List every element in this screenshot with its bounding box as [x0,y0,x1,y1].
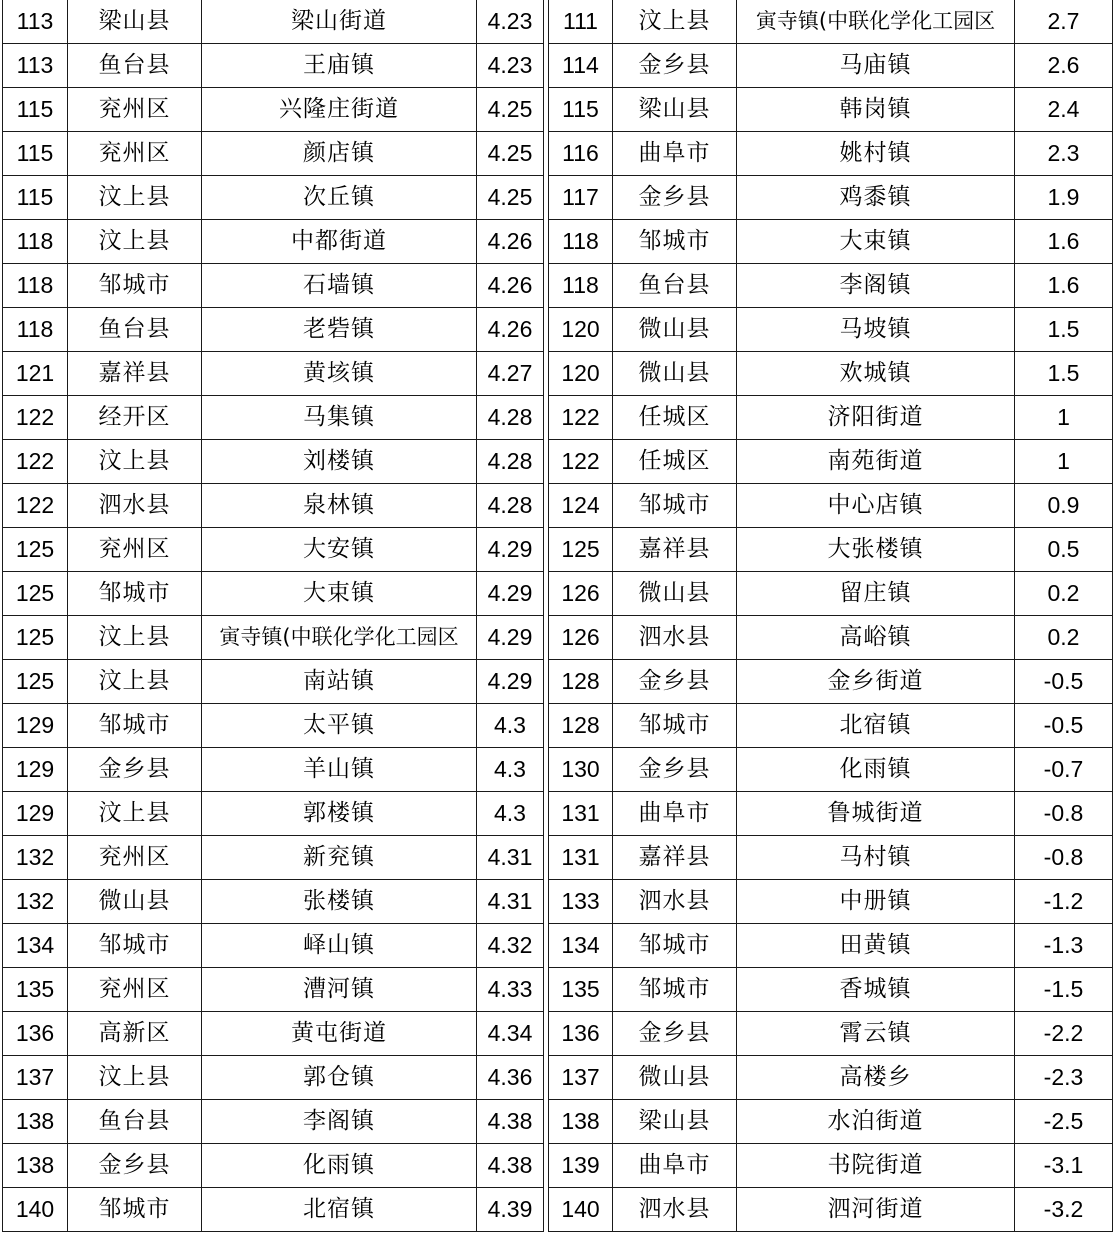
county-cell: 金乡县 [613,660,737,704]
table-row [3,924,544,968]
table-row [3,792,544,836]
town-cell: 水泊街道 [737,1100,1015,1144]
rank-cell: 118 [549,264,613,308]
county-cell: 梁山县 [613,88,737,132]
town-cell: 济阳街道 [737,396,1015,440]
table-row [549,792,1113,836]
table-row [3,484,544,528]
county-cell: 嘉祥县 [68,352,202,396]
table-row [549,1056,1113,1100]
county-cell: 汶上县 [68,220,202,264]
value-cell: 1 [1015,396,1113,440]
value-cell: 4.26 [477,308,544,352]
town-cell: 大束镇 [202,572,477,616]
town-cell: 峄山镇 [202,924,477,968]
county-cell: 邹城市 [68,924,202,968]
table-row [3,1100,544,1144]
table-row [3,308,544,352]
town-cell: 寅寺镇(中联化学化工园区 [202,616,477,660]
county-cell: 金乡县 [68,1144,202,1188]
town-cell: 南站镇 [202,660,477,704]
value-cell: 4.3 [477,792,544,836]
town-cell: 郭楼镇 [202,792,477,836]
table-row [3,1144,544,1188]
town-cell: 中都街道 [202,220,477,264]
value-cell: -3.1 [1015,1144,1113,1188]
rank-cell: 121 [3,352,68,396]
rank-cell: 138 [549,1100,613,1144]
town-cell: 黄屯街道 [202,1012,477,1056]
value-cell: -3.2 [1015,1188,1113,1232]
table-row [3,44,544,88]
value-cell: 4.28 [477,484,544,528]
town-cell: 北宿镇 [202,1188,477,1232]
rank-cell: 136 [549,1012,613,1056]
county-cell: 邹城市 [68,1188,202,1232]
county-cell: 泗水县 [613,616,737,660]
value-cell: 4.39 [477,1188,544,1232]
county-cell: 邹城市 [613,968,737,1012]
town-cell: 漕河镇 [202,968,477,1012]
rank-cell: 118 [549,220,613,264]
county-cell: 微山县 [613,352,737,396]
table-row [549,748,1113,792]
rank-cell: 124 [549,484,613,528]
table-row [549,220,1113,264]
table-row [549,484,1113,528]
value-cell: 4.38 [477,1144,544,1188]
rank-cell: 126 [549,616,613,660]
rank-cell: 113 [3,0,68,44]
county-cell: 鱼台县 [68,1100,202,1144]
county-cell: 金乡县 [613,748,737,792]
right-table-body [549,0,1113,1232]
rank-cell: 131 [549,792,613,836]
value-cell: 2.7 [1015,0,1113,44]
value-cell: 4.36 [477,1056,544,1100]
county-cell: 邹城市 [613,704,737,748]
county-cell: 微山县 [613,308,737,352]
town-cell: 化雨镇 [737,748,1015,792]
rank-cell: 125 [3,572,68,616]
table-row [3,264,544,308]
value-cell: -2.3 [1015,1056,1113,1100]
rank-cell: 138 [3,1100,68,1144]
value-cell: 4.28 [477,396,544,440]
rank-cell: 122 [3,440,68,484]
value-cell: -0.5 [1015,704,1113,748]
table-row [3,704,544,748]
rank-cell: 134 [3,924,68,968]
town-cell: 李阁镇 [737,264,1015,308]
town-cell: 马庙镇 [737,44,1015,88]
rank-cell: 118 [3,308,68,352]
rank-cell: 135 [3,968,68,1012]
value-cell: -2.2 [1015,1012,1113,1056]
town-cell: 泗河街道 [737,1188,1015,1232]
rank-cell: 130 [549,748,613,792]
value-cell: 0.2 [1015,572,1113,616]
county-cell: 兖州区 [68,968,202,1012]
table-row [549,1188,1113,1232]
table-row [3,528,544,572]
table-row [549,880,1113,924]
table-row [549,616,1113,660]
value-cell: 4.26 [477,220,544,264]
county-cell: 经开区 [68,396,202,440]
value-cell: 4.32 [477,924,544,968]
value-cell: 1.5 [1015,308,1113,352]
rank-cell: 128 [549,660,613,704]
rank-cell: 133 [549,880,613,924]
table-row [549,264,1113,308]
table-row [3,616,544,660]
town-cell: 颜店镇 [202,132,477,176]
value-cell: 0.2 [1015,616,1113,660]
rank-cell: 113 [3,44,68,88]
town-cell: 新兖镇 [202,836,477,880]
rank-cell: 125 [549,528,613,572]
town-cell: 田黄镇 [737,924,1015,968]
town-cell: 太平镇 [202,704,477,748]
rank-cell: 122 [3,396,68,440]
county-cell: 兖州区 [68,88,202,132]
town-cell: 南苑街道 [737,440,1015,484]
table-row [3,1188,544,1232]
town-cell: 王庙镇 [202,44,477,88]
county-cell: 鱼台县 [68,308,202,352]
value-cell: 4.25 [477,132,544,176]
value-cell: 1 [1015,440,1113,484]
rank-cell: 129 [3,704,68,748]
county-cell: 汶上县 [68,792,202,836]
rank-cell: 132 [3,880,68,924]
town-cell: 大束镇 [737,220,1015,264]
county-cell: 汶上县 [68,1056,202,1100]
county-cell: 邹城市 [68,572,202,616]
town-cell: 化雨镇 [202,1144,477,1188]
county-cell: 梁山县 [613,1100,737,1144]
county-cell: 汶上县 [613,0,737,44]
county-cell: 曲阜市 [613,132,737,176]
table-row [3,220,544,264]
county-cell: 泗水县 [613,1188,737,1232]
value-cell: -1.3 [1015,924,1113,968]
town-cell: 鸡黍镇 [737,176,1015,220]
town-cell: 寅寺镇(中联化学化工园区 [737,0,1015,44]
town-cell: 石墙镇 [202,264,477,308]
town-cell: 大张楼镇 [737,528,1015,572]
rank-cell: 138 [3,1144,68,1188]
county-cell: 微山县 [68,880,202,924]
town-cell: 高峪镇 [737,616,1015,660]
left-ranking-table [2,0,544,1232]
value-cell: 4.27 [477,352,544,396]
county-cell: 汶上县 [68,616,202,660]
town-cell: 马村镇 [737,836,1015,880]
table-row [549,0,1113,44]
rank-cell: 129 [3,792,68,836]
town-cell: 李阁镇 [202,1100,477,1144]
value-cell: 4.28 [477,440,544,484]
county-cell: 任城区 [613,396,737,440]
table-row [549,572,1113,616]
town-cell: 马集镇 [202,396,477,440]
town-cell: 马坡镇 [737,308,1015,352]
table-row [549,704,1113,748]
county-cell: 任城区 [613,440,737,484]
table-row [549,176,1113,220]
town-cell: 欢城镇 [737,352,1015,396]
value-cell: 1.6 [1015,264,1113,308]
table-row [3,0,544,44]
table-row [3,396,544,440]
rank-cell: 116 [549,132,613,176]
value-cell: 4.25 [477,176,544,220]
value-cell: 4.23 [477,44,544,88]
table-row [549,1144,1113,1188]
value-cell: 4.29 [477,572,544,616]
rank-cell: 120 [549,352,613,396]
table-row [549,88,1113,132]
town-cell: 金乡街道 [737,660,1015,704]
town-cell: 高楼乡 [737,1056,1015,1100]
value-cell: 2.4 [1015,88,1113,132]
value-cell: 4.29 [477,616,544,660]
rank-cell: 122 [3,484,68,528]
county-cell: 兖州区 [68,836,202,880]
county-cell: 曲阜市 [613,1144,737,1188]
value-cell: 2.3 [1015,132,1113,176]
value-cell: 4.33 [477,968,544,1012]
county-cell: 泗水县 [68,484,202,528]
rank-cell: 115 [549,88,613,132]
value-cell: 0.5 [1015,528,1113,572]
rank-cell: 111 [549,0,613,44]
table-row [549,660,1113,704]
rank-cell: 137 [3,1056,68,1100]
rank-cell: 134 [549,924,613,968]
rank-cell: 140 [3,1188,68,1232]
town-cell: 香城镇 [737,968,1015,1012]
value-cell: 4.31 [477,880,544,924]
town-cell: 郭仓镇 [202,1056,477,1100]
county-cell: 曲阜市 [613,792,737,836]
value-cell: 4.38 [477,1100,544,1144]
town-cell: 泉林镇 [202,484,477,528]
value-cell: -0.8 [1015,792,1113,836]
rank-cell: 131 [549,836,613,880]
rank-cell: 115 [3,176,68,220]
value-cell: -1.5 [1015,968,1113,1012]
value-cell: -2.5 [1015,1100,1113,1144]
town-cell: 张楼镇 [202,880,477,924]
value-cell: 0.9 [1015,484,1113,528]
rank-cell: 135 [549,968,613,1012]
table-row [549,1100,1113,1144]
town-cell: 次丘镇 [202,176,477,220]
county-cell: 邹城市 [68,704,202,748]
value-cell: 4.26 [477,264,544,308]
value-cell: 4.34 [477,1012,544,1056]
county-cell: 邹城市 [613,220,737,264]
rank-cell: 139 [549,1144,613,1188]
county-cell: 金乡县 [613,176,737,220]
table-row [3,176,544,220]
rank-cell: 125 [3,616,68,660]
county-cell: 嘉祥县 [613,528,737,572]
table-row [3,1056,544,1100]
rank-cell: 120 [549,308,613,352]
table-row [3,968,544,1012]
town-cell: 刘楼镇 [202,440,477,484]
county-cell: 鱼台县 [68,44,202,88]
table-row [549,44,1113,88]
table-row [3,88,544,132]
town-cell: 中心店镇 [737,484,1015,528]
table-row [3,660,544,704]
table-row [549,396,1113,440]
value-cell: 1.9 [1015,176,1113,220]
town-cell: 韩岗镇 [737,88,1015,132]
table-row [549,308,1113,352]
value-cell: 4.29 [477,660,544,704]
county-cell: 金乡县 [613,1012,737,1056]
value-cell: 2.6 [1015,44,1113,88]
value-cell: 4.25 [477,88,544,132]
value-cell: 4.29 [477,528,544,572]
rank-cell: 136 [3,1012,68,1056]
right-ranking-table [548,0,1113,1232]
rank-cell: 115 [3,88,68,132]
value-cell: 4.31 [477,836,544,880]
rank-cell: 129 [3,748,68,792]
table-row [549,352,1113,396]
table-row [3,1012,544,1056]
table-row [3,352,544,396]
rank-cell: 137 [549,1056,613,1100]
rank-cell: 140 [549,1188,613,1232]
county-cell: 鱼台县 [613,264,737,308]
county-cell: 高新区 [68,1012,202,1056]
town-cell: 留庄镇 [737,572,1015,616]
value-cell: 4.23 [477,0,544,44]
county-cell: 汶上县 [68,660,202,704]
table-row [549,1012,1113,1056]
value-cell: 4.3 [477,748,544,792]
town-cell: 梁山街道 [202,0,477,44]
county-cell: 嘉祥县 [613,836,737,880]
town-cell: 老砦镇 [202,308,477,352]
rank-cell: 125 [3,528,68,572]
rank-cell: 132 [3,836,68,880]
county-cell: 兖州区 [68,132,202,176]
ranking-page [2,0,1112,1245]
town-cell: 黄垓镇 [202,352,477,396]
table-row [3,572,544,616]
rank-cell: 125 [3,660,68,704]
county-cell: 金乡县 [613,44,737,88]
table-row [549,132,1113,176]
rank-cell: 122 [549,440,613,484]
county-cell: 梁山县 [68,0,202,44]
county-cell: 邹城市 [613,924,737,968]
table-row [3,748,544,792]
county-cell: 汶上县 [68,440,202,484]
table-row [549,968,1113,1012]
table-row [549,528,1113,572]
rank-cell: 122 [549,396,613,440]
county-cell: 汶上县 [68,176,202,220]
county-cell: 微山县 [613,1056,737,1100]
town-cell: 书院街道 [737,1144,1015,1188]
value-cell: -0.5 [1015,660,1113,704]
value-cell: 1.6 [1015,220,1113,264]
county-cell: 泗水县 [613,880,737,924]
table-row [549,440,1113,484]
town-cell: 北宿镇 [737,704,1015,748]
rank-cell: 118 [3,264,68,308]
county-cell: 金乡县 [68,748,202,792]
value-cell: 1.5 [1015,352,1113,396]
table-row [3,132,544,176]
table-row [3,880,544,924]
town-cell: 鲁城街道 [737,792,1015,836]
table-row [549,836,1113,880]
table-row [3,440,544,484]
town-cell: 兴隆庄街道 [202,88,477,132]
rank-cell: 128 [549,704,613,748]
value-cell: 4.3 [477,704,544,748]
table-row [549,924,1113,968]
county-cell: 邹城市 [68,264,202,308]
town-cell: 大安镇 [202,528,477,572]
value-cell: -0.7 [1015,748,1113,792]
value-cell: -0.8 [1015,836,1113,880]
rank-cell: 126 [549,572,613,616]
county-cell: 兖州区 [68,528,202,572]
town-cell: 羊山镇 [202,748,477,792]
rank-cell: 117 [549,176,613,220]
left-table-body [3,0,544,1232]
table-row [3,836,544,880]
rank-cell: 114 [549,44,613,88]
town-cell: 姚村镇 [737,132,1015,176]
county-cell: 邹城市 [613,484,737,528]
rank-cell: 118 [3,220,68,264]
rank-cell: 115 [3,132,68,176]
town-cell: 中册镇 [737,880,1015,924]
value-cell: -1.2 [1015,880,1113,924]
county-cell: 微山县 [613,572,737,616]
town-cell: 霄云镇 [737,1012,1015,1056]
